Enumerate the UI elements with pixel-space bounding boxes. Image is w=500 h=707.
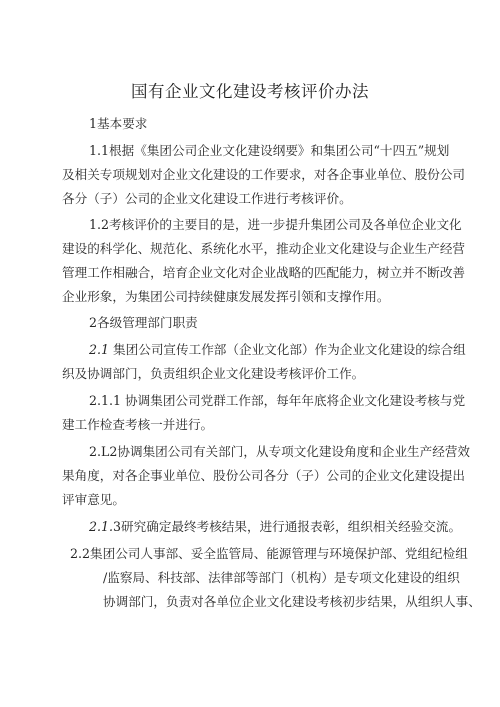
- para-1-1-line-3: 各分（子）公司的企业文化建设工作进行考核评价。: [62, 191, 352, 206]
- para-2-1-line-2: 织及协调部门，负责组织企业文化建设考核评价工作。: [62, 366, 365, 381]
- para-2-1-3-line: [89, 516, 461, 535]
- para-1-2-line-4: 企业形象，为集团公司持续健康发展发挥引领和支撑作用。: [62, 289, 390, 304]
- para-2-2-line-2: /监察局、科技部、法律部等部门（机构）是专项文化建设的组织: [103, 570, 460, 585]
- para-2-1-3-number: 2.1.: [89, 519, 114, 534]
- section-1-heading: 1基本要求: [89, 116, 148, 131]
- para-2-1-3-text: 3研究确定最终考核结果，进行通报表彰，组织相关经验交流。: [113, 519, 462, 534]
- page-title: 国有企业文化建设考核评价办法: [131, 82, 369, 101]
- para-2-2-line-1: 2.2集团公司人事部、妥全监管局、能源管理与环境保护部、党组纪检组: [70, 546, 468, 561]
- para-2-2-line-3: 协调部门，负责对各单位企业文化建设考核初步结果，从组织人事、: [103, 594, 481, 609]
- para-2-1-2-line-3: 评审意见。: [62, 492, 125, 507]
- para-2-1-text: 集团公司宣传工作部（企业文化部）作为企业文化建设的综合组: [113, 342, 466, 357]
- para-1-1-line-1: 1.1根据《集团公司企业文化建设纲要》和集团公司“十四五”规划: [89, 143, 450, 158]
- para-2-1-number: 2.1: [89, 342, 110, 357]
- para-2-1-1-line-2: 建工作检查考核一并进行。: [62, 417, 214, 432]
- para-2-1-line-1: [89, 339, 466, 358]
- para-2-1-1-line-1: 2.1.1 协调集团公司党群工作部，每年年底将企业文化建设考核与党: [89, 393, 466, 408]
- para-1-1-line-2: 及相关专项规划对企业文化建设的工作要求，对各企事业单位、股份公司: [62, 167, 465, 182]
- para-1-2-line-2: 建设的科学化、规范化、系统化水平，推动企业文化建设与企业生产经营: [62, 241, 465, 256]
- para-1-2-line-3: 管理工作相融合，培育企业文化对企业战略的匹配能力，树立并不断改善: [62, 265, 465, 280]
- para-2-1-2-line-2: 果角度，对各企事业单位、股份公司各分（子）公司的企业文化建设提出: [62, 468, 465, 483]
- para-2-1-2-line-1: 2.L2协调集团公司有关部门，从专项文化建设角度和企业生产经营效: [89, 444, 471, 459]
- para-1-2-line-1: 1.2考核评价的主要目的是，进一步提升集团公司及各单位企业文化: [89, 217, 462, 232]
- section-2-heading: 2各级管理部门职责: [89, 315, 198, 330]
